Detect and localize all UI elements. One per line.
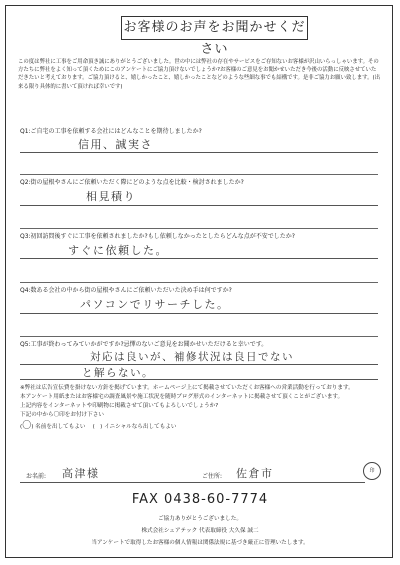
option-1-mark[interactable]: 〇 — [22, 421, 32, 431]
name-label: お名前: — [26, 473, 47, 480]
answer-4: パソコンでリサーチした。 — [80, 298, 230, 311]
address-label: ご住所: — [202, 473, 223, 480]
divider — [20, 228, 378, 229]
page-title: お客様のお声をお聞かせください — [121, 16, 308, 40]
note-line-4: 下記の中から〇印をお付け下さい — [20, 412, 104, 418]
name-address-row — [20, 464, 365, 483]
privacy-footer: 当アンケートで取得したお客様の個人情報は関係法規に基づき厳正に管理いたします。 — [91, 540, 309, 546]
answer-2: 相見積り — [86, 190, 136, 203]
question-3: Q3:初回訪問後すぐに工事を依頼されましたか?もし依頼しなかったとしたらどんな点が不安でしたか? — [20, 233, 295, 240]
answer-5-line-2 — [20, 365, 378, 380]
privacy-notes — [20, 384, 380, 432]
note-line-2: 本アンケート用紙またはお客様宅の調査風景や施工状況を随時ブログ形式のインターネットに掲載させて頂くことがございます。 — [20, 394, 344, 400]
name-value: 高津様 — [62, 467, 100, 480]
thanks-text: ご協力ありがとうございました。 — [158, 516, 242, 522]
survey-sheet — [5, 5, 393, 558]
question-5: Q5:工事が終わってみていかがですか?忌憚のないご意見をお聞かせいただけると幸いです。 — [20, 341, 268, 348]
divider — [20, 282, 378, 283]
divider — [20, 174, 378, 175]
answer-1: 信用、誠実さ — [78, 138, 153, 151]
consent-options: (〇) 名前を出してもよい ( ) イニシャルなら出してもよい — [20, 421, 177, 431]
intro-text: この度は弊社に工事をご用命頂き誠にありがとうございました。世の中には弊社の存在やサービスをご存知ないお客様が沢山いらっしゃいます。その方たちに弊社をよく知って頂くためにこのアンケートにご協力頂けないでしょうか?お客様のご意見をお聞かせいただき今後の活動に反映させていただきたいと考えております。ご協力頂けると、嬉しかったこと、嬉しかったことなどのような些細な事でも結構です。是非ご協力お願い致します。(出来る限り具体的に書いて頂ければ幸いです) — [18, 59, 380, 90]
answer-2-line — [20, 188, 378, 206]
answer-4-line — [20, 296, 378, 314]
company-name: 株式会社シェアテック 代表取締役 大久保 誠二 — [141, 528, 259, 534]
fax-number: FAX 0438-60-7774 — [131, 492, 269, 507]
answer-5-part-2: と解らない。 — [82, 367, 154, 379]
divider — [20, 336, 378, 337]
answer-3-line — [20, 242, 378, 259]
answer-5-line-1 — [20, 349, 378, 365]
answer-5-part-1: 対応は良いが、補修状況は良日でない — [90, 351, 294, 363]
question-4: Q4:数ある会社の中から街の屋根やさんにご依頼いただいた決め手は何ですか? — [20, 287, 232, 294]
note-line-1: ※弊社は広告宣伝費を掛けない方針を掲げています。ホームページ上にて掲載させていただくお客様への営業活動を行っております。 — [20, 385, 354, 391]
seal-stamp: 印 — [363, 462, 381, 480]
question-2: Q2:街の屋根やさんにご依頼いただく際にどのような点を比較・検討されましたか? — [20, 179, 244, 186]
note-line-3: 上記内容をインターネットや印刷物に掲載させて頂いてもよろしいでしょうか? — [20, 403, 219, 409]
address-value: 佐倉市 — [236, 467, 274, 480]
option-1-label: 名前を出してもよい — [35, 424, 86, 430]
option-2-label: イニシャルなら出してもよい — [104, 424, 177, 430]
answer-1-line — [20, 136, 378, 153]
question-1: Q1:ご自宅の工事を依頼する会社にはどんなことを期待しましたか? — [20, 128, 202, 135]
answer-3: すぐに依頼した。 — [68, 244, 168, 257]
